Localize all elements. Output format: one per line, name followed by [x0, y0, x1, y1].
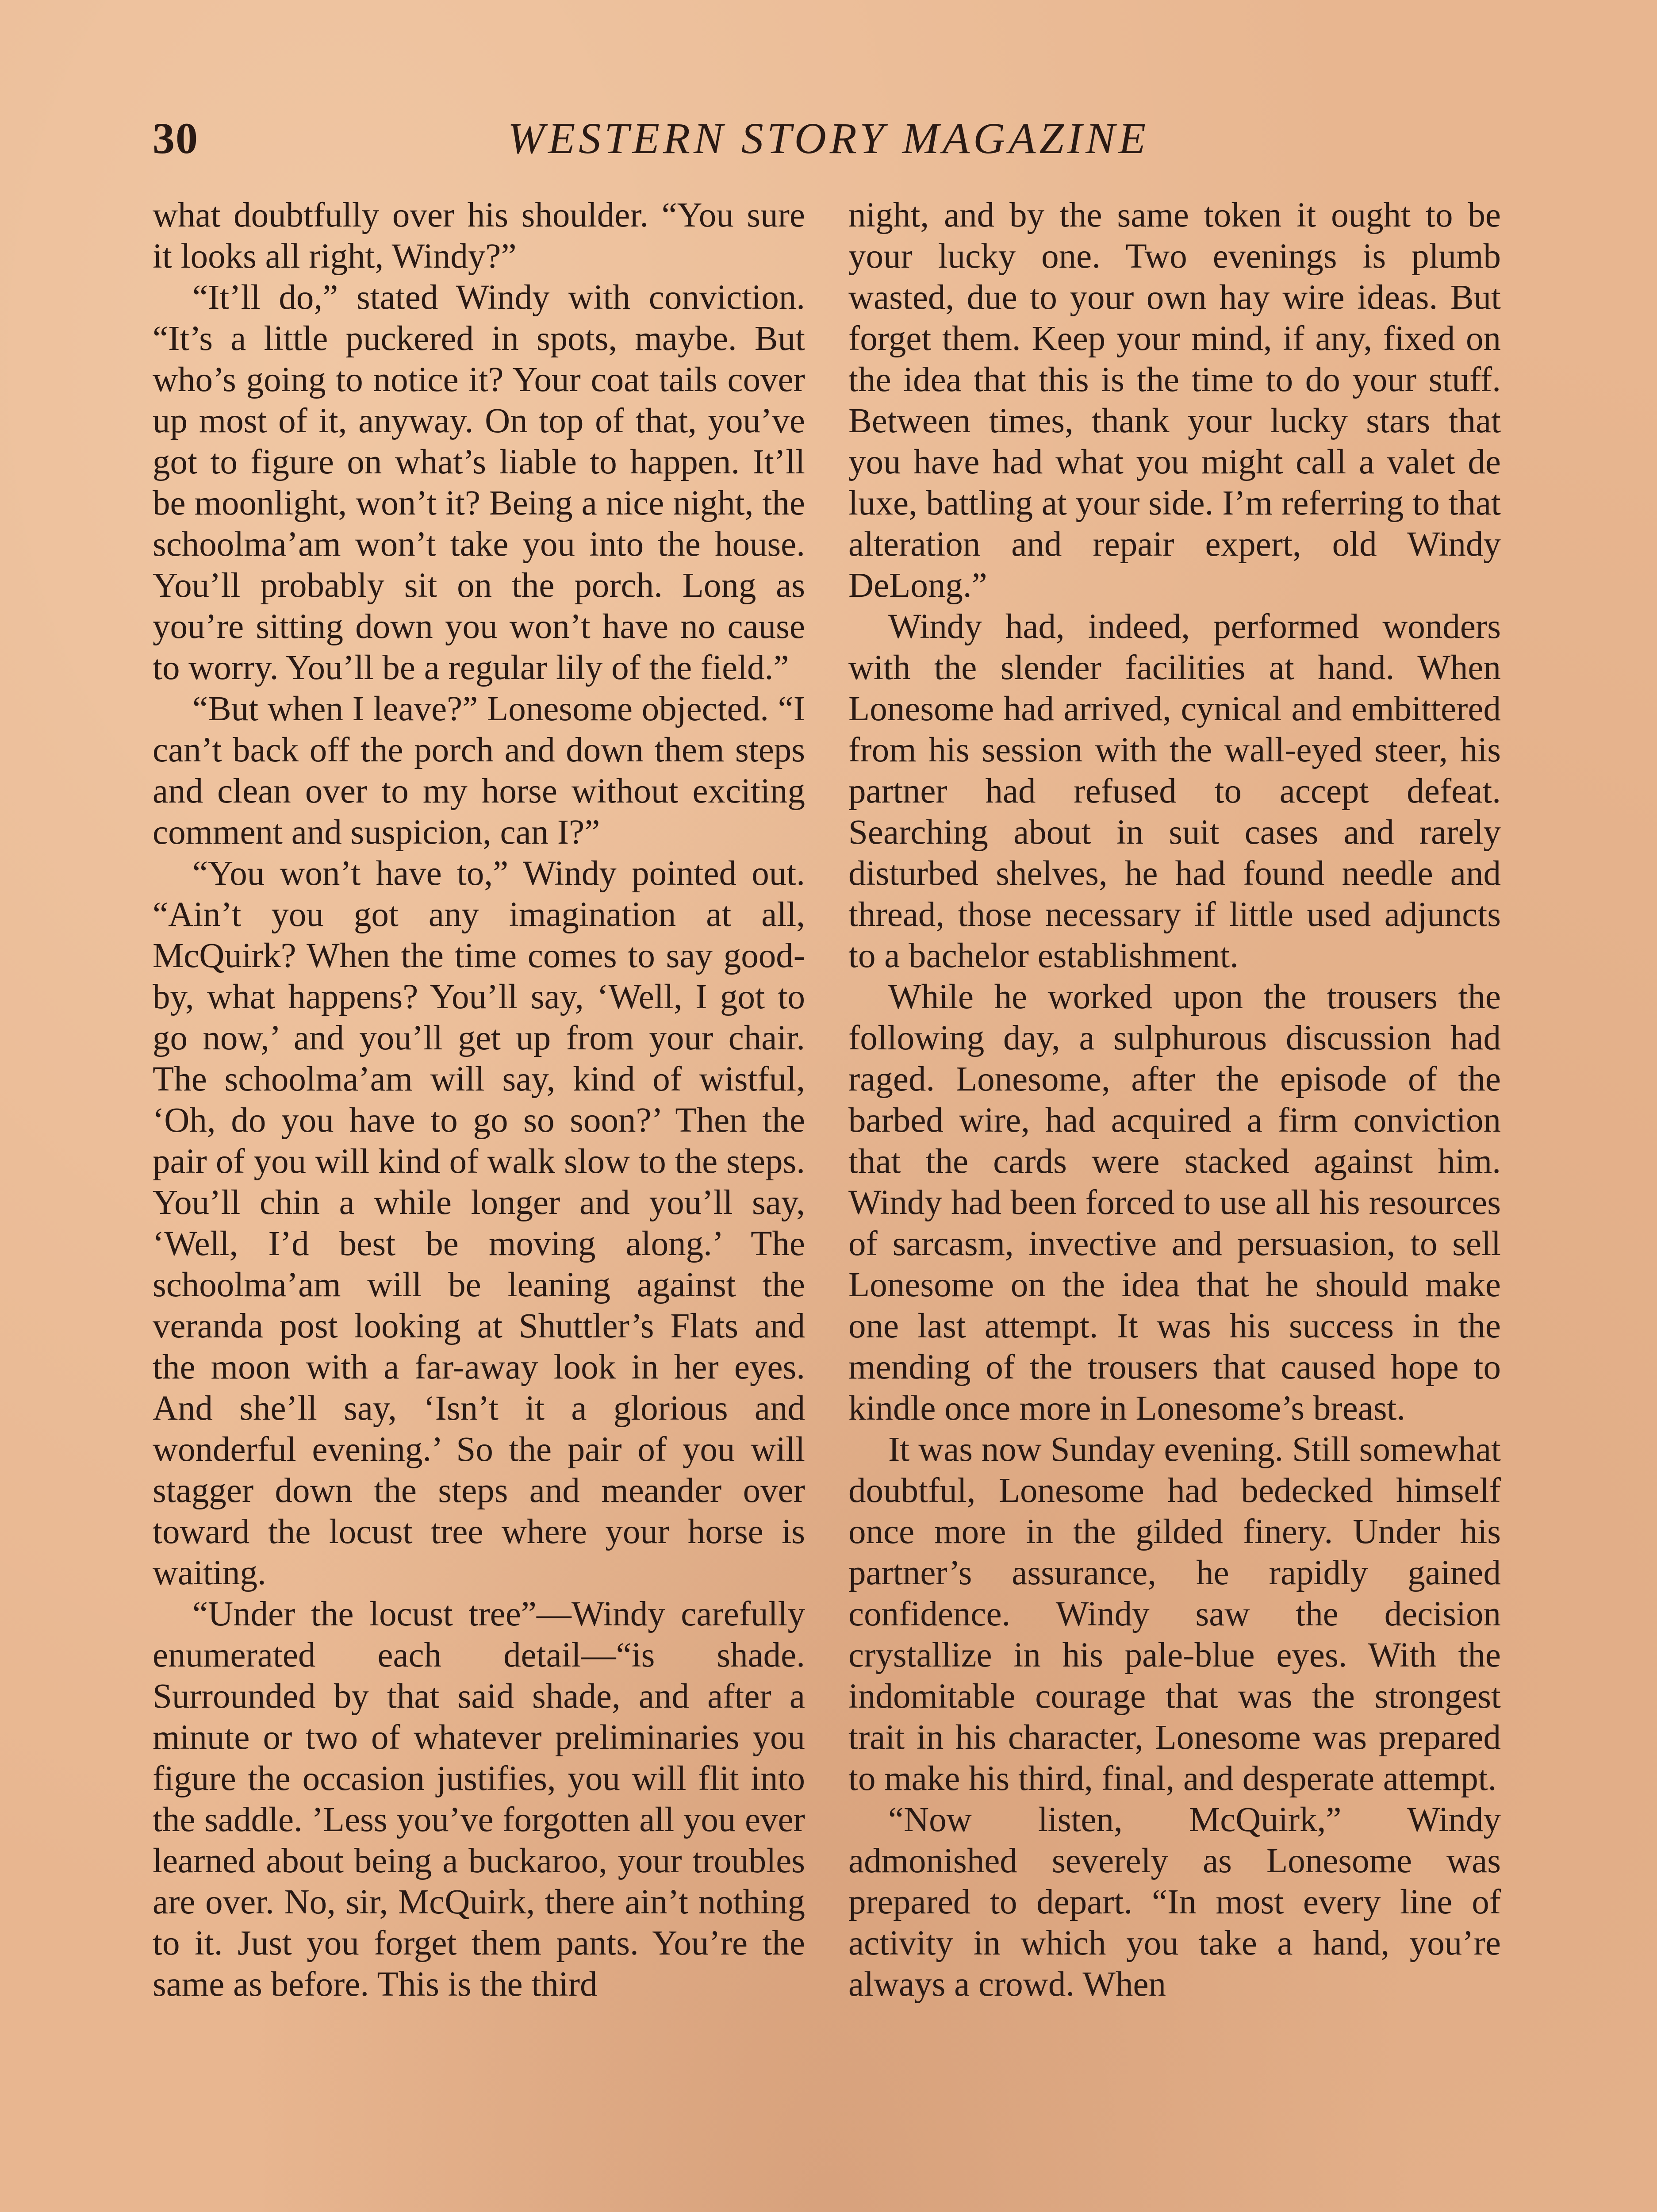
paragraph: “You won’t have to,” Windy pointed out. “Ain’t you got any imagination at all, McQuirk? When the time comes to say good-by, what happens? You’ll say, ‘Well, I got to go now,’ and you’ll get up from your chair. The schoolma’am will say, kind of wistful, ‘Oh, do you have to go so soon?’ Then the pair of you will kind of walk slow to the steps. You’ll chin a while longer and you’ll say, ‘Well, I’d best be moving along.’ The schoolma’am will be leaning against the veranda post looking at Shuttler’s Flats and the moon with a far-away look in her eyes. And she’ll say, ‘Isn’t it a glorious and wonderful evening.’ So the pair of you will stagger down the steps and meander over toward the locust tree where your horse is waiting. — [153, 854, 805, 1592]
right-column — [848, 195, 1501, 2005]
paragraph: night, and by the same token it ought to be your lucky one. Two evenings is plumb wasted, due to your own hay wire ideas. But forget them. Keep your mind, if any, fixed on the idea that this is the time to do your stuff. Between times, thank your lucky stars that you have had what you might call a valet de luxe, battling at your side. I’m referring to that alteration and repair expert, old Windy DeLong.” — [848, 196, 1501, 605]
paragraph: It was now Sunday evening. Still somewhat doubtful, Lonesome had bedecked himself once more in the gilded finery. Under his partner’s assurance, he rapidly gained confidence. Windy saw the decision crystallize in his pale-blue eyes. With the indomitable courage that was the strongest trait in his character, Lonesome was prepared to make his third, final, and desperate attempt. — [848, 1430, 1501, 1798]
paragraph: “Under the locust tree”—Windy carefully enumerated each detail—“is shade. Surrounded by that said shade, and after a minute or two of whatever preliminaries you figure the occasion justifies, you will flit into the saddle. ’Less you’ve forgotten all you ever learned about being a buckaroo, your troubles are over. No, sir, McQuirk, there ain’t nothing to it. Just you forget them pants. You’re the same as before. This is the third — [153, 1595, 805, 2004]
paragraph: Windy had, indeed, performed wonders with the slender facilities at hand. When Lonesome had arrived, cynical and embittered from his session with the wall-eyed steer, his partner had refused to accept defeat. Searching about in suit cases and rarely disturbed shelves, he had found needle and thread, those necessary if little used adjuncts to a bachelor establishment. — [848, 607, 1501, 975]
paragraph: what doubtfully over his shoulder. “You sure it looks all right, Windy?” — [153, 196, 805, 276]
page-header — [0, 113, 1657, 175]
page-number: 30 — [153, 114, 199, 163]
left-column — [153, 195, 805, 2005]
magazine-title: WESTERN STORY MAGAZINE — [507, 114, 1150, 163]
paragraph: “Now listen, McQuirk,” Windy admonished severely as Lonesome was prepared to depart. “In most every line of activity in which you take a hand, you’re always a crowd. When — [848, 1801, 1501, 2004]
paragraph: “But when I leave?” Lonesome objected. “I can’t back off the porch and down them steps and clean over to my horse without exciting comment and suspicion, can I?” — [153, 690, 805, 852]
paragraph: While he worked upon the trousers the following day, a sulphurous discussion had raged. Lonesome, after the episode of the barbed wire, had acquired a firm conviction that the cards were stacked against him. Windy had been forced to use all his resources of sarcasm, invective and persuasion, to sell Lonesome on the idea that he should make one last attempt. It was his success in the mending of the trousers that caused hope to kindle once more in Lonesome’s breast. — [848, 978, 1501, 1428]
paragraph: “It’ll do,” stated Windy with conviction. “It’s a little puckered in spots, maybe. But who’s going to notice it? Your coat tails cover up most of it, anyway. On top of that, you’ve got to figure on what’s liable to happen. It’ll be moonlight, won’t it? Being a nice night, the schoolma’am won’t take you into the house. You’ll probably sit on the porch. Long as you’re sitting down you won’t have no cause to worry. You’ll be a regular lily of the field.” — [153, 278, 805, 687]
